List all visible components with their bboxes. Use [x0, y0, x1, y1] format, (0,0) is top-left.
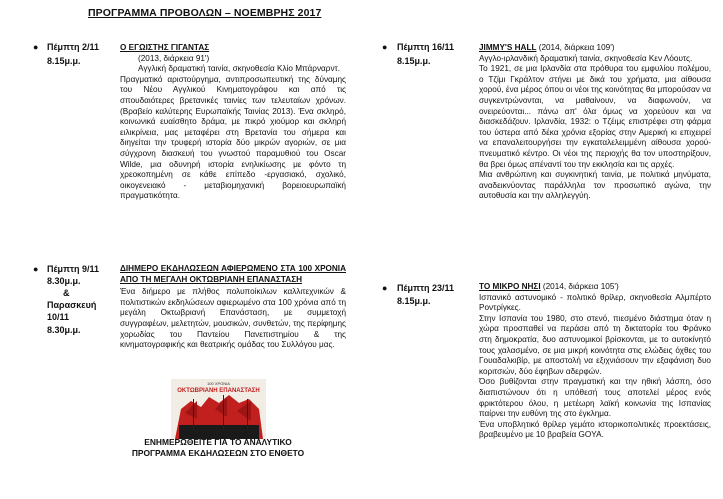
crowd-flags-illustration [171, 379, 266, 439]
entry-info: (2014, διάρκεια 105') [540, 282, 619, 291]
entry-body [479, 282, 711, 441]
entry-date: Πέμπτη 16/11 [397, 42, 454, 52]
entry-text-2: Όσο βυθίζονται στην πραγματική και την ηθική λάσπη, όσο διαπιστώνουν ότι η υπόθεσή τους αποτελεί μέρος ενός φρικτότερου όλου, η μετέωρη λαϊκή κοινωνία της Ισπανίας παίρνει την ευθύνη της στο έγκλημα. [479, 377, 711, 419]
entry-time: 8.30μ.μ. [47, 276, 81, 286]
entry-date: Πέμπτη 9/11 [47, 264, 99, 274]
footer-note: ΕΝΗΜΕΡΩΘΕΙΤΕ ΓΙΑ ΤΟ ΑΝΑΛΥΤΙΚΟ ΠΡΟΓΡΑΜΜΑ ΕΚΔΗΛΩΣΕΩΝ ΣΤΟ ΕΝΘΕΤΟ [131, 437, 305, 458]
entry-info: (2014, διάρκεια 109') [536, 43, 615, 52]
entry-date-2b: 10/11 [47, 312, 70, 322]
bullet-icon: ● [382, 283, 388, 293]
entry-text: Το 1921, σε μια Ιρλανδία στα πρόθυρα του εμφυλίου πολέμου, ο Τζίμι Γκράλτον στήνει με δικά του χρήματα, μια αίθουσα χορού, ένα μέρος όπου οι νέοι της κοινότητας θα μπορούσαν να συγκεντρώνονται, να μαθαίνουν, να διαφωνούν, να ονειρεύονται... πάνω απ' όλα όμως να χορεύουν και να διασκεδάζουν. Ιρλανδία, 1932: ο Τζέιμς επιστρέφει στη φάρμα του ύστερα από δέκα χρόνια εξορίας στην Αμερική κι επιχειρεί να επαναλειτουργήσει την εγκαταλελειμμένη αίθουσα χορού-πνευματικό κέντρο. Οι νέοι της περιοχής θα τον υποστηρίξουν, θα βρει όμως απέναντί του την εκκλησία και τις αρχές. [479, 64, 711, 169]
entry-body [120, 43, 346, 202]
bullet-icon: ● [33, 264, 39, 274]
entry-body [479, 43, 711, 202]
entry-line: Αγγλο-ιρλανδική δραματική ταινία, σκηνοθεσία Κεν Λόουτς. [479, 53, 693, 63]
entry-text: Ένα διήμερο με πλήθος πολυποίκιλων καλλιτεχνικών & πολιτιστικών εκδηλώσεων αφιερωμένο στα 100 χρόνια από τη μεγάλη Οκτωβριανή Επανάσταση, με συμμετοχή συγγραφέων, μελετητών, μουσικών, συνθετών, της περίφημης χορωδίας του Παντείου Πανεπιστημίου & της κινηματογραφικής και θεατρικής ομάδας του Συλλόγου μας. [120, 287, 346, 350]
entry-amp: & [63, 288, 70, 298]
entry-body [120, 264, 346, 351]
entry-text: Πραγματικό αριστούργημα, αντιπροσωπευτική της δύναμης του Νέου Αγγλικού Κινηματογράφου και από τις σπουδαιότερες βρετανικές ταινίες των τελευταίων χρόνων. (Βραβείο καλύτερης Ευρωπαϊκής Ταινίας 2013). Ένα σκληρό, κοινωνικά ευαίσθητο δράμα, με πικρό χιούμορ και σκληρή ειλικρίνεια, μας μεταφέρει στη Βρετανία του σήμερα και διηγείται την τρυφερή ιστορία δύο μικρών αγοριών, σε μια σύγχρονη διασκευή του γνωστού παραμυθιού του Oscar Wilde, μια οδυνηρή ιστορία ενηλικίωσης με φόντο τη χρεοκοπημένη σε κάθε επίπεδο -εργασιακό, σχολικό, οικογενειακό - μεταβιομηχανική βορειοευρωπαϊκή πραγματικότητα. [120, 74, 346, 201]
entry-date: Πέμπτη 23/11 [397, 283, 454, 293]
entry-date-2: Παρασκευή [47, 300, 97, 310]
bullet-icon: ● [382, 42, 388, 52]
entry-title: ΔΙΗΜΕΡΟ ΕΚΔΗΛΩΣΕΩΝ ΑΦΙΕΡΩΜΕΝΟ ΣΤΑ 100 ΧΡΟΝΙΑ ΑΠΟ ΤΗ ΜΕΓΑΛΗ ΟΚΤΩΒΡΙΑΝΗ ΕΠΑΝΑΣΤΑΣΗ [120, 264, 346, 284]
entry-line: Ισπανικό αστυνομικό - πολιτικό θρίλερ, σκηνοθεσία Αλμπέρτο Ροντρίγκες. [479, 292, 711, 313]
entry-time: 8.15μ.μ. [397, 56, 431, 66]
entry-time-2: 8.30μ.μ. [47, 325, 81, 335]
entry-date: Πέμπτη 2/11 [47, 42, 99, 52]
bullet-icon: ● [33, 42, 39, 52]
entry-time: 8.15μ.μ. [47, 56, 81, 66]
entry-title: JIMMY'S HALL [479, 43, 537, 52]
page-title: ΠΡΟΓΡΑΜΜΑ ΠΡΟΒΟΛΩΝ – ΝΟΕΜΒΡΗΣ 2017 [88, 7, 322, 19]
entry-time: 8.15μ.μ. [397, 296, 431, 306]
entry-title: ΤΟ ΜΙΚΡΟ ΝΗΣΙ [479, 282, 541, 291]
entry-text-3: Ένα υποβλητικό θρίλερ γεμάτο ιστορικοπολιτικές προεκτάσεις, βραβευμένο με 10 βραβεία GOYA. [479, 419, 711, 440]
entry-title: Ο ΕΓΩΙΣΤΗΣ ΓΙΓΑΝΤΑΣ [120, 43, 210, 52]
entry-text: Στην Ισπανία του 1980, στο στενό, πιεσμένο διάστημα όταν η χώρα προσπαθεί να περάσει από τη δικτατορία του Φράνκο στη δημοκρατία, δυο αστυνομικοί βρίσκονται, με το αυτοκίνητό τους χαλασμένο, σε μια μικρή κοινότητα στις ελώδεις όχθες του Γουαδαλκιβίρ, με αποστολή να εξιχνιάσουν την εξαφάνιση δυο κοριτσιών, δύο έφηβων αδερφών. [479, 313, 711, 376]
entry-line: Αγγλική δραματική ταινία, σκηνοθεσία Κλίο Μπάρναρντ. [138, 64, 341, 74]
entry-info: (2013, διάρκεια 91') [138, 53, 210, 63]
poster-title: ΟΚΤΩΒΡΙΑΝΗ ΕΠΑΝΑΣΤΑΣΗ [177, 388, 260, 394]
entry-text-2: Μια ανθρώπινη και συγκινητική ταινία, με πολιτικά μηνύματα, αναδεικνύοντας παράλληλα τον προσωπικό αγώνα, την αυτοθυσία και την αλληλεγγύη. [479, 170, 711, 201]
poster-head: 100 ΧΡΟΝΙΑ [207, 381, 230, 386]
revolution-poster-image [171, 379, 266, 439]
